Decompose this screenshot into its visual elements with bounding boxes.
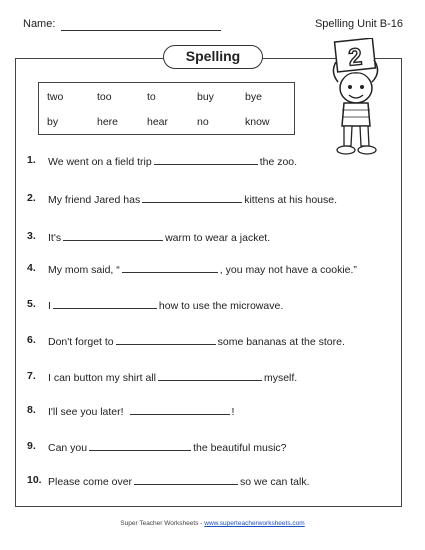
footer-website-link[interactable]: www.superteacherworksheets.com (204, 520, 305, 527)
footer-brand: Super Teacher Worksheets - (120, 520, 205, 527)
word-bank-item: know (245, 116, 270, 128)
sentence-number: 5. (27, 298, 36, 310)
answer-blank[interactable] (154, 154, 258, 165)
sentence-number: 8. (27, 404, 36, 416)
sentence-text-before: My friend Jared has (48, 194, 141, 206)
sentence-number: 9. (27, 440, 36, 452)
word-bank-item: no (197, 116, 209, 128)
sentence-number: 10. (27, 474, 42, 486)
sentence-text-after: myself. (263, 372, 298, 384)
sentence-item (27, 404, 402, 420)
sentence-text-after: some bananas at the store. (217, 336, 345, 348)
kid-shirt (342, 103, 370, 126)
sentence-item (27, 334, 402, 350)
sentence-text-before: I'll see you later! (48, 406, 124, 418)
kid-holding-sign-illustration (322, 38, 390, 158)
sentence-number: 3. (27, 230, 36, 242)
kid-shoe (337, 146, 355, 154)
sentence-item (27, 298, 402, 314)
sentence-number: 6. (27, 334, 36, 346)
kid-shoe (358, 146, 376, 154)
sentence-text-before: We went on a field trip (48, 156, 152, 168)
answer-blank[interactable] (53, 298, 157, 309)
sentence-number: 1. (27, 154, 36, 166)
sentence-text-before: My mom said, “ (48, 264, 120, 276)
sentence-text-after: ! (231, 406, 235, 418)
sentence-text-after: so we can talk. (240, 476, 310, 488)
sentence-text-after: warm to wear a jacket. (165, 232, 271, 244)
answer-blank[interactable] (142, 192, 242, 203)
word-bank-item: to (147, 91, 156, 103)
word-bank-item: buy (197, 91, 214, 103)
name-label: Name: (23, 18, 56, 30)
sentence-item (27, 370, 402, 386)
sentence-text-before: I (48, 300, 51, 312)
sentence-number: 7. (27, 370, 36, 382)
sentence-item (27, 154, 402, 170)
word-bank-item: two (47, 91, 64, 103)
sentence-text-after: the beautiful music? (193, 442, 287, 454)
sentence-item (27, 262, 402, 278)
sentence-text-after: how to use the microwave. (158, 300, 284, 312)
word-bank-item: too (97, 91, 112, 103)
sentence-item (27, 192, 402, 208)
answer-blank[interactable] (63, 230, 163, 241)
page-title: Spelling (163, 45, 263, 69)
sentence-text-after: , you may not have a cookie.” (219, 264, 357, 276)
sentence-text-before: Don't forget to (48, 336, 114, 348)
sentence-text-before: Please come over (48, 476, 133, 488)
word-bank (38, 82, 295, 135)
unit-label: Spelling Unit B-16 (314, 18, 403, 30)
sentence-number: 4. (27, 262, 36, 274)
answer-blank[interactable] (158, 370, 262, 381)
answer-blank[interactable] (122, 262, 218, 273)
footer (0, 520, 425, 527)
sentence-item (27, 230, 402, 246)
word-bank-item: here (97, 116, 119, 128)
sentence-text-after: the zoo. (259, 156, 298, 168)
sentence-item (27, 474, 402, 490)
sentence-text-before: Can you (48, 442, 88, 454)
word-bank-item: by (47, 116, 59, 128)
sentence-number: 2. (27, 192, 36, 204)
answer-blank[interactable] (130, 404, 230, 415)
sign-number: 2 (347, 43, 364, 72)
sentence-text-before: I can button my shirt all (48, 372, 156, 384)
name-field-line[interactable] (61, 30, 221, 31)
sentence-text-before: It's (48, 232, 62, 244)
answer-blank[interactable] (116, 334, 216, 345)
sentence-text-after: kittens at his house. (244, 194, 338, 206)
answer-blank[interactable] (89, 440, 191, 451)
word-bank-item: hear (147, 116, 169, 128)
page-header (23, 18, 403, 34)
word-bank-item: bye (245, 91, 262, 103)
answer-blank[interactable] (134, 474, 238, 485)
sentence-item (27, 440, 402, 456)
